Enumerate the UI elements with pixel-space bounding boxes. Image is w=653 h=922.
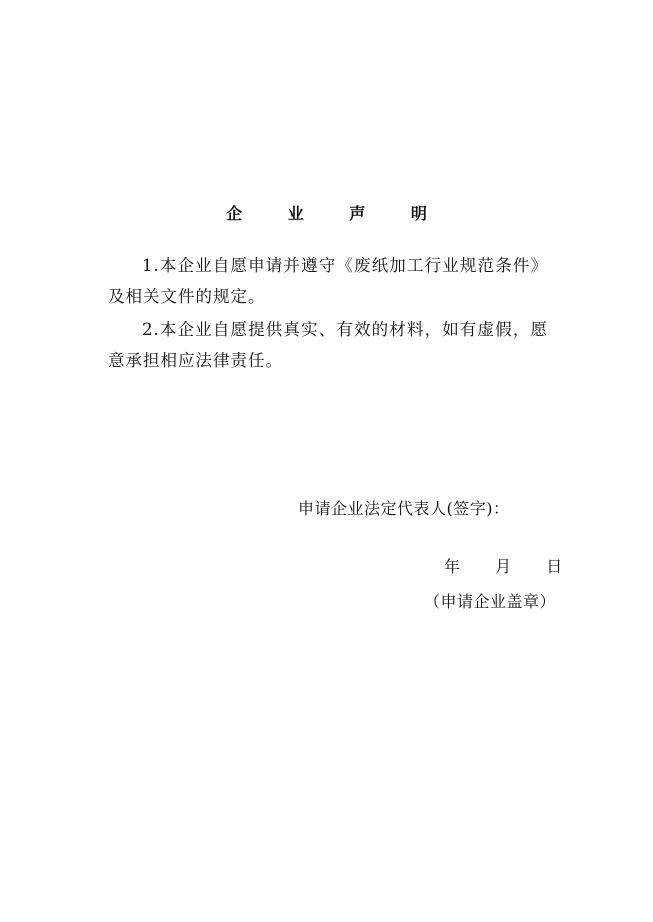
declaration-paragraph-2: 2.本企业自愿提供真实、有效的材料，如有虚假，愿意承担相应法律责任。 <box>108 320 548 370</box>
month-label: 月 <box>495 557 512 576</box>
year-label: 年 <box>444 557 461 576</box>
signature-label: 申请企业法定代表人(签字)： <box>298 499 510 518</box>
day-label: 日 <box>546 557 563 576</box>
declaration-paragraph-1: 1.本企业自愿申请并遵守《废纸加工行业规范条件》及相关文件的规定。 <box>108 256 548 306</box>
date-line <box>444 555 562 579</box>
document-title: 企 业 声 明 <box>226 204 447 223</box>
seal-label: （申请企业盖章） <box>424 592 557 611</box>
